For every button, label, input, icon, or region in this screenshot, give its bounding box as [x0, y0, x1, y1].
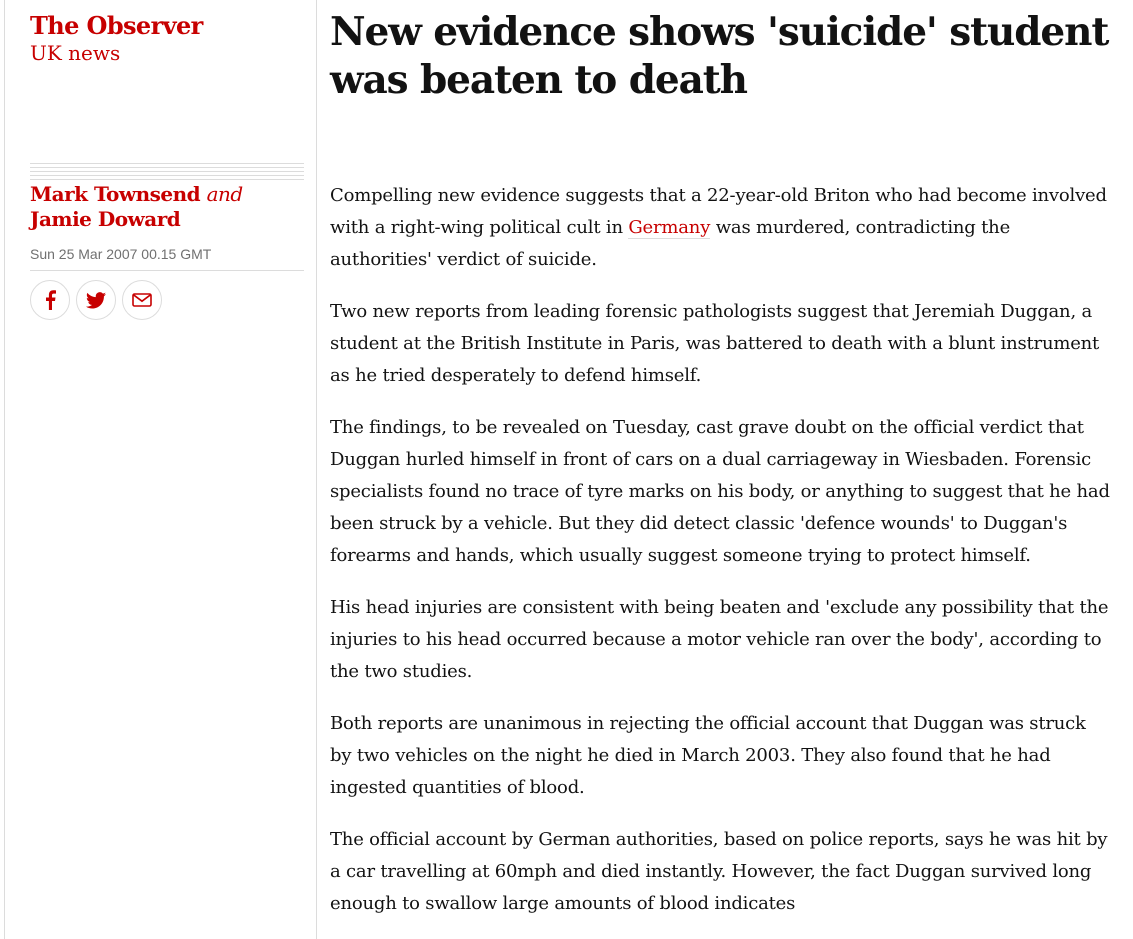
- dateline: Sun 25 Mar 2007 00.15 GMT: [30, 246, 212, 262]
- share-email-button[interactable]: [122, 280, 162, 320]
- author-link-1[interactable]: Mark Townsend: [30, 182, 201, 206]
- article-paragraph: The findings, to be revealed on Tuesday, cast grave doubt on the official verdict that Duggan hurled himself in front of cars on a dual carriageway in Wiesbaden. Forensic specialists found no trace of tyre marks on his body, or anything to suggest that he had been struck by a vehicle. But they did detect classic 'defence wounds' to Duggan's forearms and hands, which usually suggest someone trying to protect himself.: [330, 417, 1110, 566]
- meta-divider-stripes: [30, 163, 304, 180]
- masthead-link[interactable]: The Observer: [30, 11, 203, 40]
- byline-conjunction: and: [206, 182, 243, 206]
- article-paragraph: Two new reports from leading forensic pathologists suggest that Jeremiah Duggan, a student at the British Institute in Paris, was battered to death with a blunt instrument as he tried desperately to defend himself.: [330, 301, 1100, 386]
- share-facebook-button[interactable]: [30, 280, 70, 320]
- twitter-icon: [86, 292, 106, 309]
- author-link-2[interactable]: Jamie Doward: [30, 207, 181, 231]
- facebook-icon: [44, 290, 56, 310]
- article-paragraph: [330, 180, 1110, 276]
- byline: [30, 182, 304, 232]
- share-twitter-button[interactable]: [76, 280, 116, 320]
- section-link[interactable]: UK news: [30, 41, 121, 65]
- germany-link[interactable]: Germany: [628, 217, 711, 238]
- article-paragraph: His head injuries are consistent with being beaten and 'exclude any possibility that the injuries to his head occurred because a motor vehicle ran over the body', according to the two studies.: [330, 597, 1109, 682]
- email-icon: [132, 293, 152, 307]
- dateline-divider: [30, 270, 304, 271]
- article-headline: New evidence shows 'suicide' student was beaten to death: [330, 9, 1109, 103]
- page-left-border: [4, 0, 5, 939]
- article-paragraph: The official account by German authorities, based on police reports, says he was hit by a car travelling at 60mph and died instantly. However, the fact Duggan survived long enough to swallow large amounts of blood indicates: [330, 829, 1108, 914]
- article-paragraph: Both reports are unanimous in rejecting the official account that Duggan was struck by two vehicles on the night he died in March 2003. They also found that he had ingested quantities of blood.: [330, 713, 1086, 798]
- paragraph-text: was murdered, contradicting the authorities' verdict of suicide.: [330, 217, 1011, 270]
- share-buttons: [30, 280, 230, 322]
- paragraph-text: Compelling new evidence suggests that a 22-year-old Briton who had become involved with a right-wing political cult in: [330, 185, 1107, 238]
- article-body: [330, 180, 1110, 939]
- column-divider: [316, 0, 317, 939]
